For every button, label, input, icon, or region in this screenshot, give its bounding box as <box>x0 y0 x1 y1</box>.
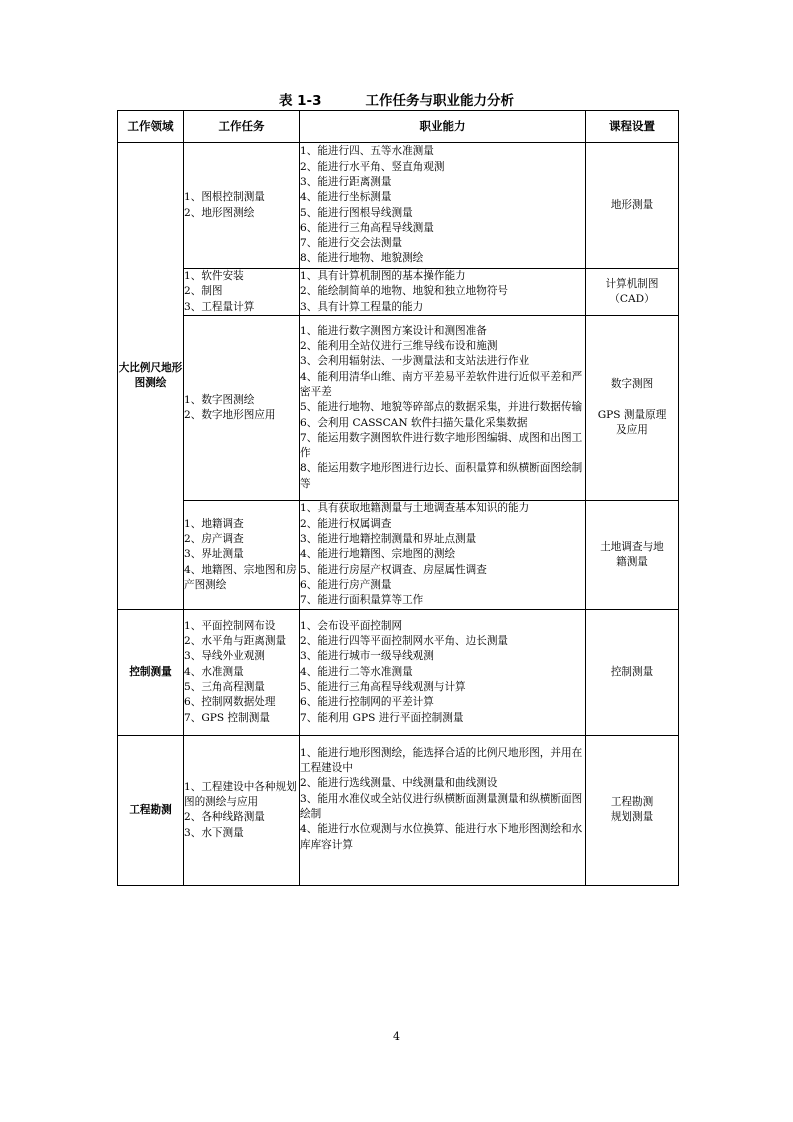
table-number: 表 1-3 <box>278 93 322 109</box>
capability-item: 8、能运用数字地形图进行边长、面积量算和纵横断面图绘制等 <box>300 462 583 490</box>
task-item: 2、各种线路测量 <box>184 811 265 824</box>
course-item: 控制测量 <box>610 665 654 678</box>
task-item: 3、工程量计算 <box>184 300 255 313</box>
domain-cell: 大比例尺地形图测绘 <box>118 143 184 610</box>
capability-item: 2、能进行选线测量、中线测量和曲线测设 <box>300 777 498 790</box>
course-item: GPS 测量原理 <box>597 408 667 421</box>
capability-item: 8、能进行地物、地貌测绘 <box>300 252 424 265</box>
task-item: 2、制图 <box>184 285 223 298</box>
capability-item: 1、会布设平面控制网 <box>300 619 403 632</box>
header-domain: 工作领域 <box>118 111 184 143</box>
course-cell <box>586 609 679 735</box>
course-cell <box>586 315 679 500</box>
header-capability: 职业能力 <box>300 111 586 143</box>
task-item: 2、水平角与距离测量 <box>184 635 287 648</box>
capability-item: 1、能进行四、五等水准测量 <box>300 145 434 158</box>
course-cell <box>586 143 679 269</box>
capability-cell <box>300 609 586 735</box>
task-item: 7、GPS 控制测量 <box>184 711 270 724</box>
capability-item: 4、能利用清华山维、南方平差易平差软件进行近似平差和严密平差 <box>300 370 583 398</box>
capability-item: 6、会利用 CASSCAN 软件扫描矢量化采集数据 <box>300 416 528 429</box>
capability-item: 7、能进行交会法测量 <box>300 237 403 250</box>
analysis-table <box>117 110 679 886</box>
capability-item: 1、具有计算机制图的基本操作能力 <box>300 270 466 282</box>
capability-item: 5、能进行房屋产权调查、房屋属性调查 <box>300 563 487 576</box>
task-cell <box>184 143 300 269</box>
table-caption <box>0 89 793 109</box>
table-row <box>118 609 679 735</box>
capability-item: 3、能用水准仪或全站仪进行纵横断面测量测量和纵横断面图绘制 <box>300 792 583 821</box>
task-item: 4、地籍图、宗地图和房产图测绘 <box>184 563 297 591</box>
table-row <box>118 143 679 269</box>
table-row <box>118 269 679 316</box>
header-row <box>118 111 679 143</box>
capability-cell <box>300 500 586 609</box>
task-item: 1、地籍调查 <box>184 517 244 530</box>
capability-item: 2、能进行四等平面控制网水平角、边长测量 <box>300 635 509 648</box>
course-item: 及应用 <box>616 424 648 437</box>
task-item: 2、数字地形图应用 <box>184 408 276 421</box>
capability-cell <box>300 315 586 500</box>
capability-item: 1、能进行地形图测绘，能选择合适的比例尺地形图，并用在工程建设中 <box>300 746 583 775</box>
task-item: 3、水下测量 <box>184 826 244 839</box>
header-task: 工作任务 <box>184 111 300 143</box>
capability-item: 4、能进行坐标测量 <box>300 191 392 204</box>
task-item: 1、工程建设中各种规划图的测绘与应用 <box>184 780 297 809</box>
course-item: 计算机制图 <box>605 277 659 290</box>
task-item: 3、导线外业观测 <box>184 650 265 663</box>
capability-cell <box>300 143 586 269</box>
capability-item: 7、能运用数字测图软件进行数字地形图编辑、成图和出图工作 <box>300 431 583 460</box>
course-item: 地形测量 <box>610 198 654 211</box>
capability-item: 7、能进行面积量算等工作 <box>300 594 424 607</box>
page-number: 4 <box>393 1030 400 1043</box>
course-item: 籍测量 <box>616 555 648 568</box>
capability-cell <box>300 735 586 885</box>
table-row <box>118 735 679 885</box>
course-item: 土地调查与地 <box>600 540 664 553</box>
task-item: 2、地形图测绘 <box>184 206 255 219</box>
capability-item: 5、能进行图根导线测量 <box>300 206 413 219</box>
course-cell <box>586 735 679 885</box>
capability-item: 5、能进行三角高程导线观测与计算 <box>300 681 466 694</box>
course-item: （CAD） <box>609 292 655 305</box>
task-item: 1、图根控制测量 <box>184 191 265 204</box>
task-cell <box>184 609 300 735</box>
capability-item: 4、能进行二等水准测量 <box>300 665 413 678</box>
task-item: 4、水准测量 <box>184 665 244 678</box>
capability-item: 1、具有获取地籍测量与土地调查基本知识的能力 <box>300 502 530 515</box>
capability-item: 3、能进行距离测量 <box>300 175 392 188</box>
capability-item: 3、会利用辐射法、一步测量法和支站法进行作业 <box>300 355 530 368</box>
capability-item: 3、能进行城市一级导线观测 <box>300 650 434 663</box>
course-item: 数字测图 <box>610 378 654 391</box>
capability-item: 3、能进行地籍控制测量和界址点测量 <box>300 532 477 545</box>
table-title: 工作任务与职业能力分析 <box>365 93 515 109</box>
capability-item: 2、能绘制简单的地物、地貌和独立地物符号 <box>300 285 509 298</box>
capability-item: 2、能利用全站仪进行三维导线布设和施测 <box>300 340 498 353</box>
task-cell <box>184 735 300 885</box>
capability-cell <box>300 269 586 316</box>
course-item: 规划测量 <box>610 811 654 824</box>
capability-item: 1、能进行数字测图方案设计和测图准备 <box>300 324 487 337</box>
task-item: 5、三角高程测量 <box>184 681 265 694</box>
capability-item: 2、能进行权属调查 <box>300 517 392 530</box>
capability-item: 7、能利用 GPS 进行平面控制测量 <box>300 711 464 724</box>
capability-item: 6、能进行三角高程导线测量 <box>300 221 434 234</box>
task-item: 1、软件安装 <box>184 270 244 282</box>
task-item: 6、控制网数据处理 <box>184 696 276 709</box>
table-row <box>118 500 679 609</box>
course-cell <box>586 500 679 609</box>
course-item: 工程勘测 <box>610 796 654 809</box>
capability-item: 2、能进行水平角、竖直角观测 <box>300 160 445 173</box>
capability-item: 4、能进行水位观测与水位换算、能进行水下地形图测绘和水库库容计算 <box>300 823 583 851</box>
capability-item: 3、具有计算工程量的能力 <box>300 300 424 313</box>
task-cell <box>184 500 300 609</box>
capability-item: 6、能进行房产测量 <box>300 578 392 591</box>
table-row <box>118 315 679 500</box>
task-item: 1、平面控制网布设 <box>184 619 276 632</box>
task-item: 2、房产调查 <box>184 532 244 545</box>
capability-item: 4、能进行地籍图、宗地图的测绘 <box>300 548 456 561</box>
capability-item: 5、能进行地物、地貌等碎部点的数据采集，并进行数据传输 <box>300 401 583 414</box>
header-course: 课程设置 <box>586 111 679 143</box>
task-cell <box>184 315 300 500</box>
task-item: 1、数字图测绘 <box>184 393 255 406</box>
course-spacer <box>586 393 678 408</box>
task-cell <box>184 269 300 316</box>
task-item: 3、界址测量 <box>184 548 244 561</box>
domain-cell: 工程勘测 <box>118 735 184 885</box>
capability-item: 6、能进行控制网的平差计算 <box>300 696 434 709</box>
domain-cell: 控制测量 <box>118 609 184 735</box>
course-cell <box>586 269 679 316</box>
